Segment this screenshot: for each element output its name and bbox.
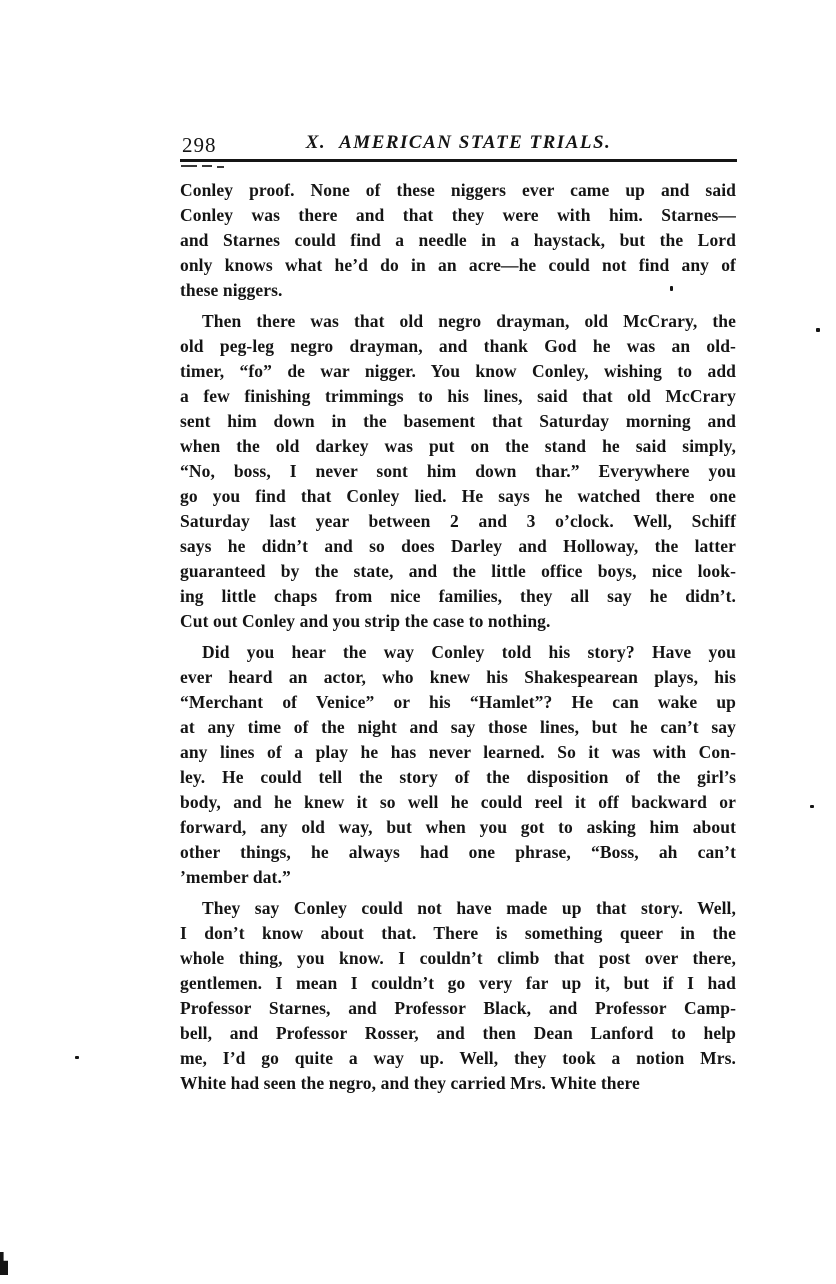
text-line: any lines of a play he has never learned. So it was with Con- [180,742,736,762]
running-title-text: AMERICAN STATE TRIALS. [339,132,612,153]
text-line: Did you hear the way Conley told his story? Have you [202,642,736,662]
text-line: ing little chaps from nice families, they all say he didn’t. [180,586,736,606]
text-line: ’member dat.” [180,867,291,887]
header-rule-ghost-mark [217,166,224,168]
paragraph [180,309,736,634]
paragraph [180,178,736,303]
running-title-section-number: X. [305,132,327,153]
text-line: They say Conley could not have made up that story. Well, [202,898,736,918]
text-line: me, I’d go quite a way up. Well, they took a notion Mrs. [180,1048,736,1068]
text-line: timer, “fo” de war nigger. You know Conley, wishing to add [180,361,736,381]
scan-speck [670,286,673,291]
text-line: these niggers. [180,280,283,300]
header-rule-ghost-mark [202,165,212,167]
text-line: ley. He could tell the story of the disposition of the girl’s [180,767,736,787]
text-line: Conley was there and that they were with him. Starnes— [180,205,736,225]
text-line: bell, and Professor Rosser, and then Dean Lanford to help [180,1023,736,1043]
text-line: “Merchant of Venice” or his “Hamlet”? He can wake up [180,692,736,712]
text-line: “No, boss, I never sont him down thar.” Everywhere you [180,461,736,481]
text-line: go you find that Conley lied. He says he watched there one [180,486,736,506]
scan-edge-artifact [0,1252,8,1275]
text-line: only knows what he’d do in an acre—he could not find any of [180,255,736,275]
text-line: guaranteed by the state, and the little office boys, nice look- [180,561,736,581]
text-line: gentlemen. I mean I couldn’t go very far up it, but if I had [180,973,736,993]
paragraph [180,896,736,1096]
text-line: other things, he always had one phrase, “Boss, ah can’t [180,842,736,862]
text-line: Professor Starnes, and Professor Black, and Professor Camp- [180,998,736,1018]
text-line: Then there was that old negro drayman, old McCrary, the [202,311,736,331]
text-line: body, and he knew it so well he could reel it off backward or [180,792,736,812]
text-line: when the old darkey was put on the stand he said simply, [180,436,736,456]
text-line: whole thing, you know. I couldn’t climb that post over there, [180,948,736,968]
page-body [180,178,736,1102]
running-title [180,132,737,154]
text-line: a few finishing trimmings to his lines, said that old McCrary [180,386,736,406]
page-number: 298 [182,133,217,157]
text-line: sent him down in the basement that Saturday morning and [180,411,736,431]
header-rule-ghost-mark [181,165,197,167]
text-line: Conley proof. None of these niggers ever came up and said [180,180,736,200]
page-header [180,129,737,161]
text-line: forward, any old way, but when you got to asking him about [180,817,736,837]
text-line: Cut out Conley and you strip the case to nothing. [180,611,551,631]
text-line: Saturday last year between 2 and 3 o’clock. Well, Schiff [180,511,736,531]
paragraph [180,640,736,890]
text-line: old peg-leg negro drayman, and thank God he was an old- [180,336,736,356]
header-rule [180,159,737,162]
scan-speck [75,1056,79,1059]
text-line: ever heard an actor, who knew his Shakespearean plays, his [180,667,736,687]
text-line: says he didn’t and so does Darley and Holloway, the latter [180,536,736,556]
text-line: and Starnes could find a needle in a haystack, but the Lord [180,230,736,250]
text-line: I don’t know about that. There is something queer in the [180,923,736,943]
scan-speck [810,805,814,808]
text-line: White had seen the negro, and they carried Mrs. White there [180,1073,640,1093]
scan-speck [816,328,820,332]
text-line: at any time of the night and say those lines, but he can’t say [180,717,736,737]
